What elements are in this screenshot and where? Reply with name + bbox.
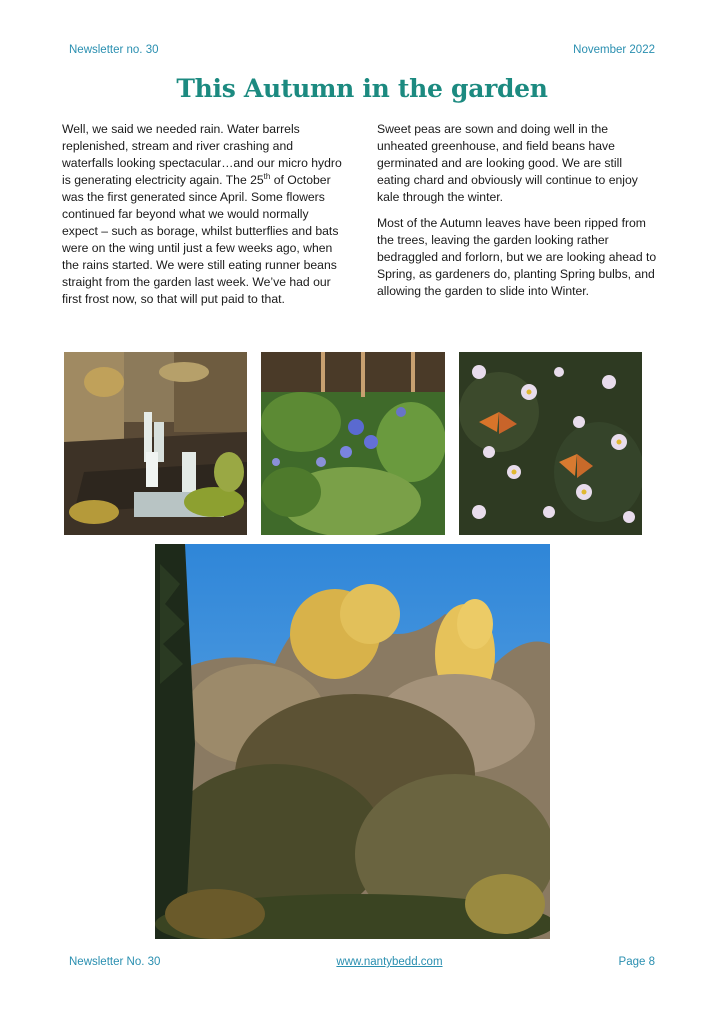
footer-page-number: Page 8	[618, 956, 655, 968]
paragraph-rain	[62, 121, 344, 308]
header-date: November 2022	[573, 44, 655, 56]
paragraph-rain-part2: of October was the first generated since April. Some flowers continued far beyond what we would normally expect – such as borage, whilst butterflies and bats were on the wing until just a few weeks ago, when the rains started. We were still eating runner beans straight from the garden last week. We’ve had our first frost now, so that will put paid to that.	[62, 173, 339, 306]
paragraph-greenhouse: Sweet peas are sown and doing well in the unheated greenhouse, and field beans have germinated and are looking good. We are still eating chard and obviously will continue to enjoy kale through the winter.	[377, 122, 638, 204]
paragraph-rain-part1: Well, we said we needed rain. Water barrels replenished, stream and river crashing and waterfalls looking spectacular…and our micro hydro is generating electricity again. The 25	[62, 122, 342, 187]
header-newsletter-number: Newsletter no. 30	[69, 44, 159, 56]
photo-borage-flowers	[261, 352, 445, 535]
page-header	[69, 44, 655, 56]
text-column-left	[62, 121, 344, 317]
page-title: This Autumn in the garden	[176, 74, 548, 103]
paragraph-autumn-leaves: Most of the Autumn leaves have been ripped from the trees, leaving the garden looking rather bedraggled and forlorn, but we are looking ahead to Spring, as gardeners do, planting Spring bulbs, and allowing the garden to slide into Winter.	[377, 216, 657, 298]
footer-website-link[interactable]: www.nantybedd.com	[336, 956, 443, 968]
page-footer	[69, 956, 655, 968]
photo-waterfall	[64, 352, 247, 535]
text-column-right	[377, 121, 657, 309]
photo-autumn-woodland	[155, 544, 550, 939]
photo-asters-butterflies	[459, 352, 642, 535]
ordinal-suffix: th	[263, 171, 271, 181]
footer-newsletter-number: Newsletter No. 30	[69, 956, 161, 968]
